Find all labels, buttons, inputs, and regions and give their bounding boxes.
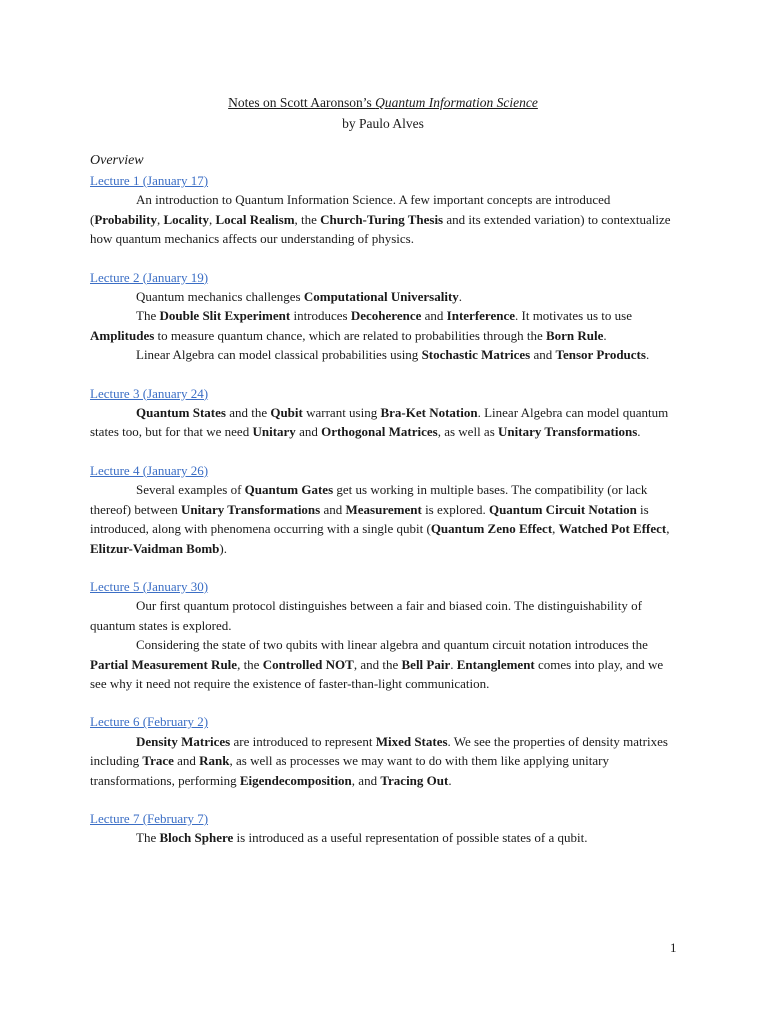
text-run: . — [458, 289, 463, 305]
text-run: Considering the state of two qubits with linear algebra and quantum circuit notation introduces the — [136, 637, 648, 653]
text-run: , — [156, 211, 164, 227]
document-body — [90, 93, 676, 867]
key-term: Qubit — [270, 405, 303, 421]
key-term: Bell Pair — [401, 656, 451, 672]
text-run: and its extended variation) to contextualize how quantum mechanics affects our understanding of physics. — [90, 211, 671, 247]
page-number: 1 — [670, 940, 677, 955]
text-run: , the — [237, 656, 263, 672]
text-run: and — [320, 501, 346, 517]
text-run: and the — [225, 405, 271, 421]
lecture-section — [90, 171, 676, 249]
title-text: Notes on Scott Aaronson’s — [228, 95, 376, 110]
lecture-section — [90, 809, 676, 848]
text-run: to measure quantum chance, which are related to probabilities through the — [154, 327, 546, 343]
lecture-section — [90, 384, 676, 442]
lecture-paragraph — [90, 287, 676, 306]
key-term: Double Slit Experiment — [159, 308, 291, 324]
text-run: . — [448, 772, 452, 788]
text-run: , as well as — [437, 424, 499, 440]
key-term: Decoherence — [350, 308, 422, 324]
text-run: , — [552, 521, 559, 537]
lecture-paragraph — [90, 403, 676, 442]
key-term: Watched Pot Effect — [558, 521, 667, 537]
lecture-paragraph — [90, 190, 676, 248]
key-term: Quantum States — [136, 405, 226, 421]
lecture-link-7[interactable]: Lecture 7 (February 7) — [90, 810, 209, 826]
lecture-link-1[interactable]: Lecture 1 (January 17) — [90, 173, 209, 188]
text-run: , and — [351, 772, 381, 788]
text-run: . — [603, 327, 607, 343]
key-term: Controlled NOT — [262, 656, 354, 672]
lecture-paragraph — [90, 828, 676, 847]
text-run: . — [645, 347, 650, 363]
author-line: by Paulo Alves — [342, 116, 424, 131]
lecture-section — [90, 577, 676, 693]
text-run: , — [666, 521, 670, 537]
lecture-paragraph — [90, 732, 676, 790]
lecture-paragraph — [90, 345, 676, 364]
text-run: , the — [294, 211, 321, 227]
key-term: Trace — [142, 753, 174, 769]
key-term: Unitary Transformations — [498, 424, 638, 440]
text-run: The — [136, 830, 160, 846]
text-run: . — [637, 424, 641, 440]
text-run: ). — [219, 540, 228, 556]
text-run: and — [530, 347, 556, 363]
lecture-section — [90, 268, 676, 365]
text-run: , and the — [353, 656, 402, 672]
text-run: get us working in multiple bases. The compatibility (or lack thereof) between — [90, 482, 648, 517]
key-term: Eigendecomposition — [239, 772, 352, 788]
key-term: Bloch Sphere — [159, 830, 234, 846]
text-run: , as well as processes we may want to do with them like applying unitary transformations, performing — [90, 753, 609, 788]
text-run: is introduced as a useful representation of possible states of a qubit. — [233, 830, 588, 846]
key-term: Quantum Gates — [244, 482, 334, 498]
lecture-list — [90, 171, 676, 848]
key-term: Measurement — [345, 501, 422, 517]
text-run: and — [173, 753, 200, 769]
key-term: Local Realism — [215, 211, 295, 227]
text-run: introduces — [290, 308, 351, 324]
lecture-paragraph — [90, 480, 676, 558]
text-run: Our first quantum protocol distinguishes between a fair and biased coin. The distinguishability of quantum states is explored. — [90, 598, 642, 633]
text-run: Linear Algebra can model classical probabilities using — [136, 347, 422, 363]
lecture-link-3[interactable]: Lecture 3 (January 24) — [90, 385, 209, 401]
lecture-paragraph — [90, 596, 676, 635]
key-term: Tensor Products — [555, 347, 646, 363]
text-run: is explored. — [421, 501, 489, 517]
lecture-link-5[interactable]: Lecture 5 (January 30) — [90, 578, 209, 594]
text-run: is introduced, along with phenomena occurring with a single qubit ( — [90, 501, 649, 537]
key-term: Partial Measurement Rule — [90, 656, 238, 672]
key-term: Quantum Zeno Effect — [430, 521, 553, 537]
key-term: Elitzur-Vaidman Bomb — [90, 540, 220, 556]
text-run: . — [450, 656, 457, 672]
lecture-link-4[interactable]: Lecture 4 (January 26) — [90, 462, 209, 478]
key-term: Quantum Circuit Notation — [488, 501, 637, 517]
text-run: are introduced to represent — [230, 733, 376, 749]
text-run: and — [295, 424, 322, 440]
lecture-section — [90, 712, 676, 790]
key-term: Rank — [199, 753, 230, 769]
text-run: Several examples of — [136, 482, 245, 498]
text-run: The — [136, 308, 160, 324]
key-term: Bra-Ket Notation — [380, 405, 478, 421]
key-term: Stochastic Matrices — [421, 347, 531, 363]
lecture-section — [90, 461, 676, 558]
text-run: . It motivates us to use — [515, 308, 632, 324]
text-run: and — [421, 308, 447, 324]
text-run: Quantum mechanics challenges — [136, 289, 304, 305]
key-term: Mixed States — [375, 733, 448, 749]
key-term: Interference — [446, 308, 515, 324]
text-run: comes into play, and we see why it need not require the existence of faster-than-light communication. — [90, 656, 664, 691]
key-term: Born Rule — [545, 327, 604, 343]
text-run: . We see the properties of density matrixes including — [90, 733, 668, 769]
key-term: Orthogonal Matrices — [321, 424, 438, 440]
text-run: . Linear Algebra can model quantum states too, but for that we need — [90, 405, 669, 440]
key-term: Amplitudes — [90, 327, 155, 343]
key-term: Unitary — [252, 424, 296, 440]
key-term: Locality — [163, 211, 209, 227]
key-term: Density Matrices — [136, 733, 231, 749]
page-title — [90, 93, 676, 113]
text-run: An introduction to Quantum Information Science. A few important concepts are introduced ( — [90, 192, 611, 227]
key-term: Unitary Transformations — [180, 501, 321, 517]
lecture-link-6[interactable]: Lecture 6 (February 2) — [90, 714, 209, 730]
key-term: Tracing Out — [380, 772, 449, 788]
title-book-name: Quantum Information Science — [375, 95, 538, 110]
text-run: , — [208, 211, 216, 227]
key-term: Computational Universality — [303, 289, 459, 305]
key-term: Church-Turing Thesis — [320, 211, 444, 227]
lecture-paragraph — [90, 306, 676, 345]
overview-heading: Overview — [90, 153, 144, 168]
key-term: Entanglement — [456, 656, 535, 672]
key-term: Probability — [94, 211, 157, 227]
lecture-paragraph — [90, 635, 676, 693]
lecture-link-2[interactable]: Lecture 2 (January 19) — [90, 269, 209, 285]
text-run: warrant using — [302, 405, 381, 421]
